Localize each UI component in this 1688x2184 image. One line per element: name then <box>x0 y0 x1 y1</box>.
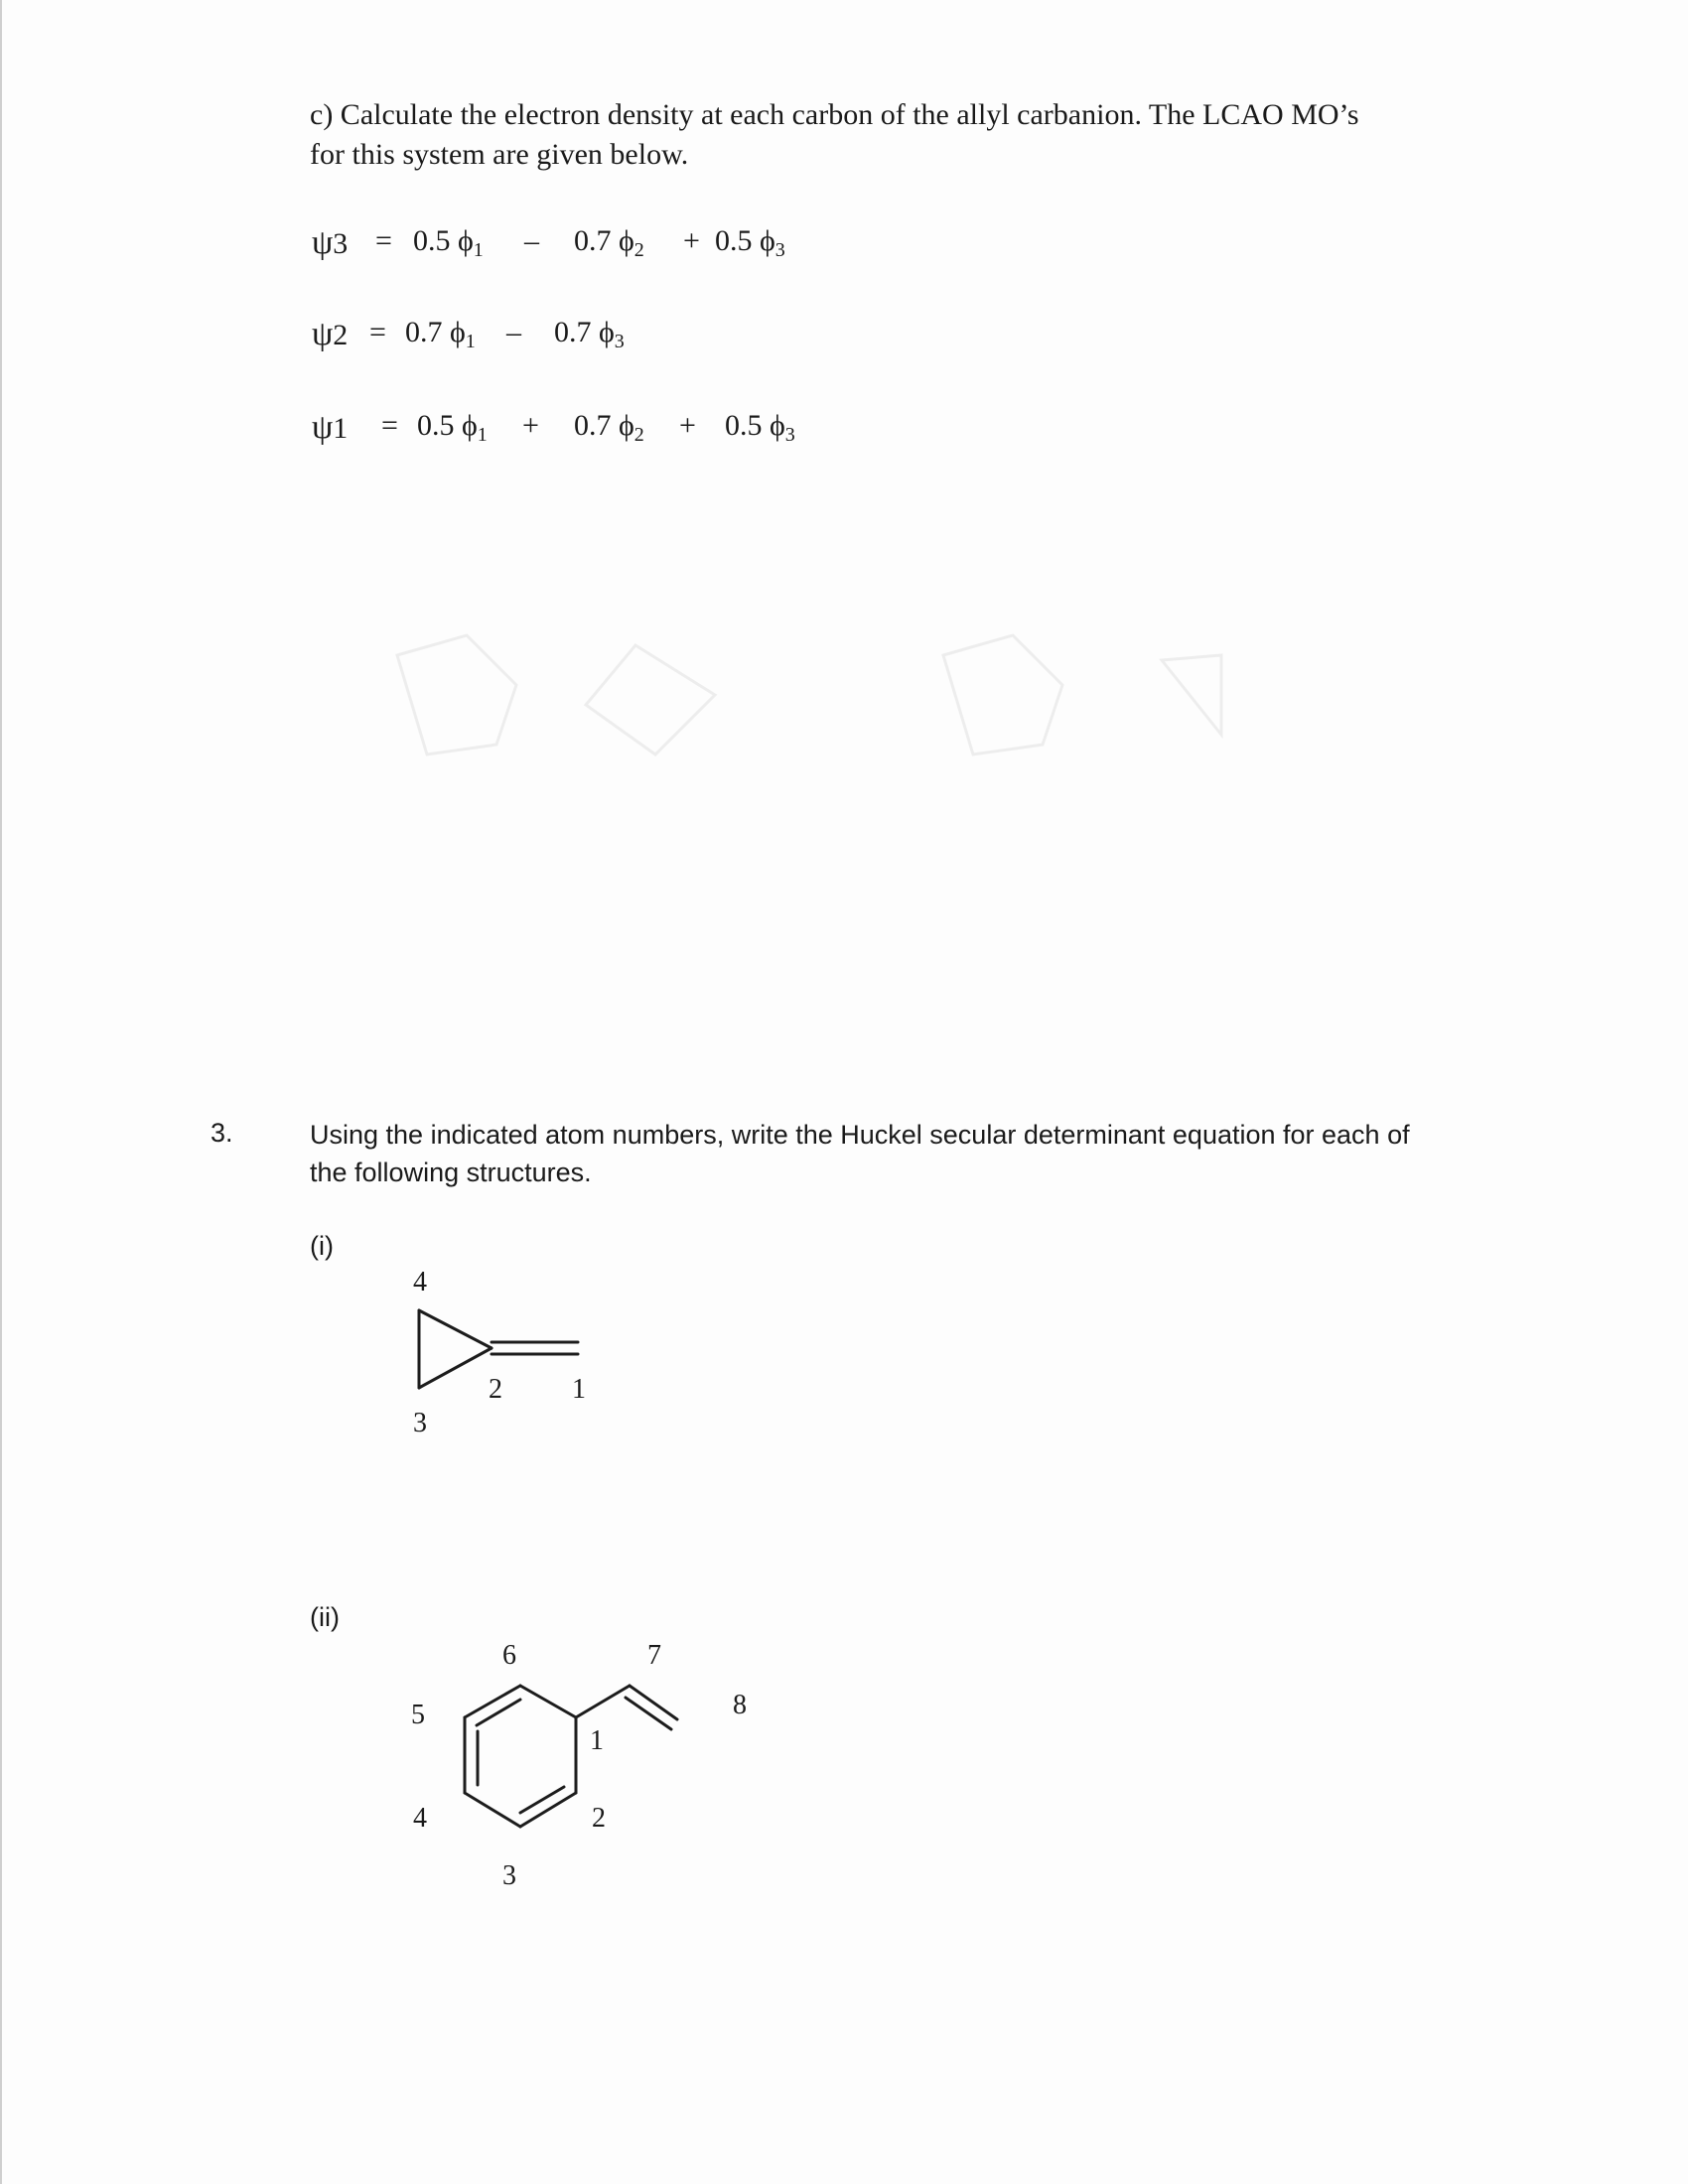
structure-ii-label: (ii) <box>310 1602 340 1632</box>
atom-label-2: 2 <box>592 1803 606 1834</box>
atom-label-2: 2 <box>489 1374 502 1405</box>
part-c-line-2: for this system are given below. <box>310 138 689 171</box>
question-3-line-1: Using the indicated atom numbers, write the Huckel secular determinant equation for each of <box>310 1120 1410 1150</box>
bond-5-6 <box>465 1686 520 1717</box>
part-c-line-1: c) Calculate the electron density at each carbon of the allyl carbanion. The LCAO MO’s <box>310 98 1359 131</box>
double-bond-7-8-a <box>630 1686 677 1719</box>
equation-psi3: ψ3 = 0.5 $\phi_1$ – 0.7 $\phi_2$ + 0.5 $\phi_3$ <box>312 224 785 261</box>
atom-label-1: 1 <box>572 1374 586 1405</box>
inner-bond-5-6 <box>477 1700 520 1725</box>
atom-label-7: 7 <box>647 1640 661 1671</box>
part-c-prompt <box>310 95 1359 175</box>
bond-1-7 <box>576 1686 630 1717</box>
bond-4-2 <box>419 1310 492 1348</box>
styrene-structure <box>417 1648 735 1866</box>
question-3-line-2: the following structures. <box>310 1158 592 1187</box>
atom-label-4: 4 <box>413 1803 427 1834</box>
bond-6-1 <box>520 1686 576 1717</box>
atom-label-8: 8 <box>733 1690 747 1720</box>
equation-psi1: ψ1 = 0.5 $\phi_1$ + 0.7 $\phi_2$ + 0.5 $\phi_3$ <box>312 409 795 446</box>
atom-label-4: 4 <box>413 1267 427 1297</box>
atom-label-3: 3 <box>502 1860 516 1891</box>
atom-label-5: 5 <box>411 1700 425 1730</box>
equation-psi2: ψ2 = 0.7 $\phi_1$ – 0.7 $\phi_3$ <box>312 316 625 352</box>
question-number: 3. <box>211 1118 233 1148</box>
methylenecyclopropane-structure <box>397 1291 596 1430</box>
inner-bond-2-3 <box>520 1787 564 1813</box>
bond-3-4 <box>465 1793 520 1827</box>
double-bond-7-8-b <box>626 1698 671 1729</box>
question-3-prompt <box>310 1116 1410 1191</box>
atom-label-1: 1 <box>590 1725 604 1756</box>
structure-i-label: (i) <box>310 1231 334 1261</box>
bond-3-2 <box>419 1348 492 1388</box>
atom-label-3: 3 <box>413 1408 427 1438</box>
atom-label-6: 6 <box>502 1640 516 1671</box>
